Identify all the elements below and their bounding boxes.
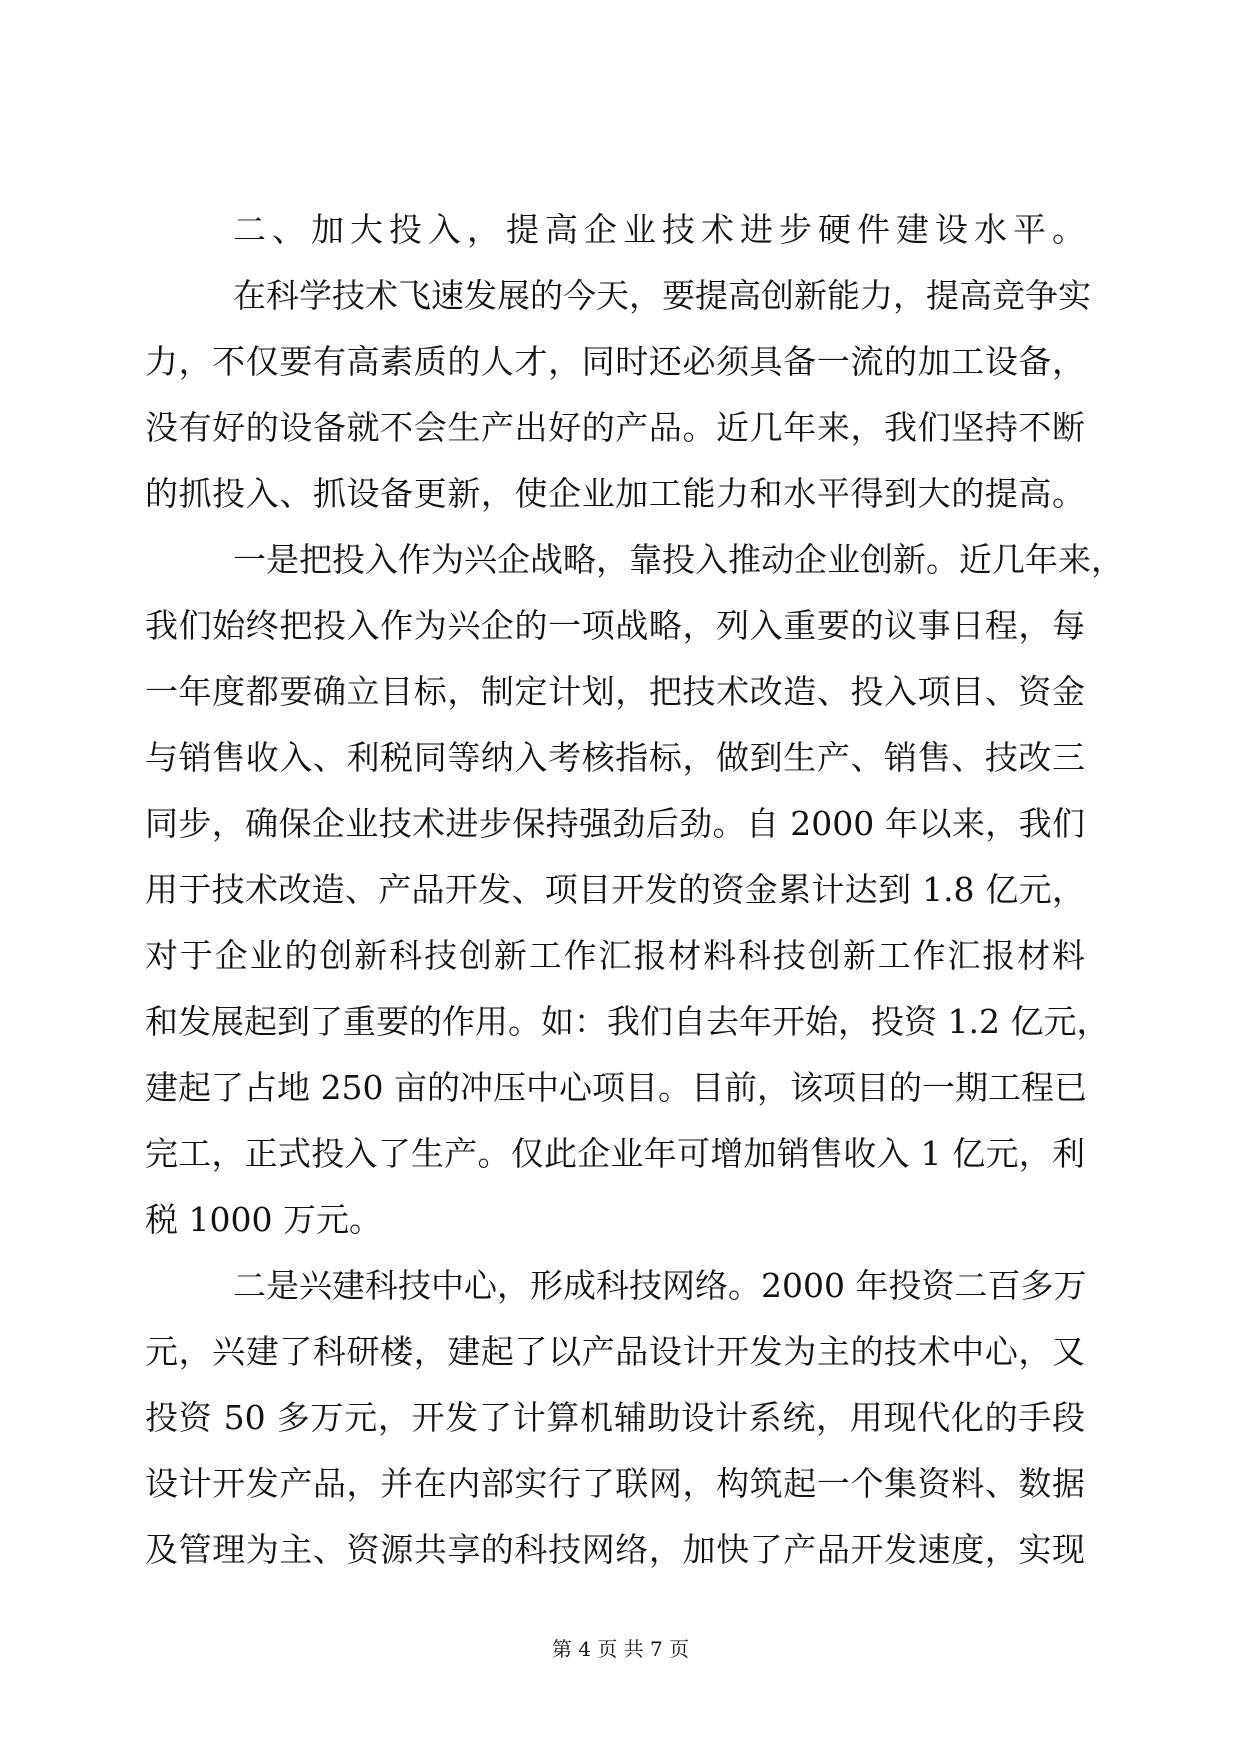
text-line: 与销售收入、利税同等纳入考核指标，做到生产、销售、技改三: [145, 738, 1085, 777]
text-line: 一是把投入作为兴企战略，靠投入推动企业创新。近几年来，: [233, 540, 1124, 579]
text-line: 在科学技术飞速发展的今天，要提高创新能力，提高竞争实: [233, 276, 1091, 315]
text-line: 二、加大投入，提高企业技术进步硬件建设水平。: [233, 210, 1085, 249]
text-line: 力，不仅要有高素质的人才，同时还必须具备一流的加工设备，: [145, 342, 1085, 381]
text-line: 对于企业的创新科技创新工作汇报材料科技创新工作汇报材料: [145, 936, 1085, 975]
text-line: 二是兴建科技中心，形成科技网络。2000 年投资二百多万: [233, 1266, 1087, 1305]
text-line: 一年度都要确立目标，制定计划，把技术改造、投入项目、资金: [145, 672, 1085, 711]
text-line: 用于技术改造、产品开发、项目开发的资金累计达到 1.8 亿元，: [145, 870, 1085, 909]
text-line: 的抓投入、抓设备更新，使企业加工能力和水平得到大的提高。: [145, 474, 1085, 513]
text-line: 设计开发产品，并在内部实行了联网，构筑起一个集资料、数据: [145, 1464, 1085, 1503]
text-line: 投资 50 多万元，开发了计算机辅助设计系统，用现代化的手段: [145, 1398, 1085, 1437]
text-line: 我们始终把投入作为兴企的一项战略，列入重要的议事日程，每: [145, 606, 1085, 645]
text-line: 税 1000 万元。: [145, 1200, 382, 1239]
page-number-footer: 第 4 页 共 7 页: [551, 1637, 690, 1661]
text-line: 同步，确保企业技术进步保持强劲后劲。自 2000 年以来，我们: [145, 804, 1085, 843]
text-line: 建起了占地 250 亩的冲压中心项目。目前，该项目的一期工程已: [145, 1068, 1087, 1107]
text-line: 元，兴建了科研楼，建起了以产品设计开发为主的技术中心，又: [145, 1332, 1085, 1371]
text-line: 完工，正式投入了生产。仅此企业年可增加销售收入 1 亿元，利: [145, 1134, 1085, 1173]
text-line: 及管理为主、资源共享的科技网络，加快了产品开发速度，实现: [145, 1530, 1085, 1569]
text-line: 没有好的设备就不会生产出好的产品。近几年来，我们坚持不断: [145, 408, 1085, 447]
text-line: 和发展起到了重要的作用。如：我们自去年开始，投资 1.2 亿元，: [145, 1002, 1110, 1041]
